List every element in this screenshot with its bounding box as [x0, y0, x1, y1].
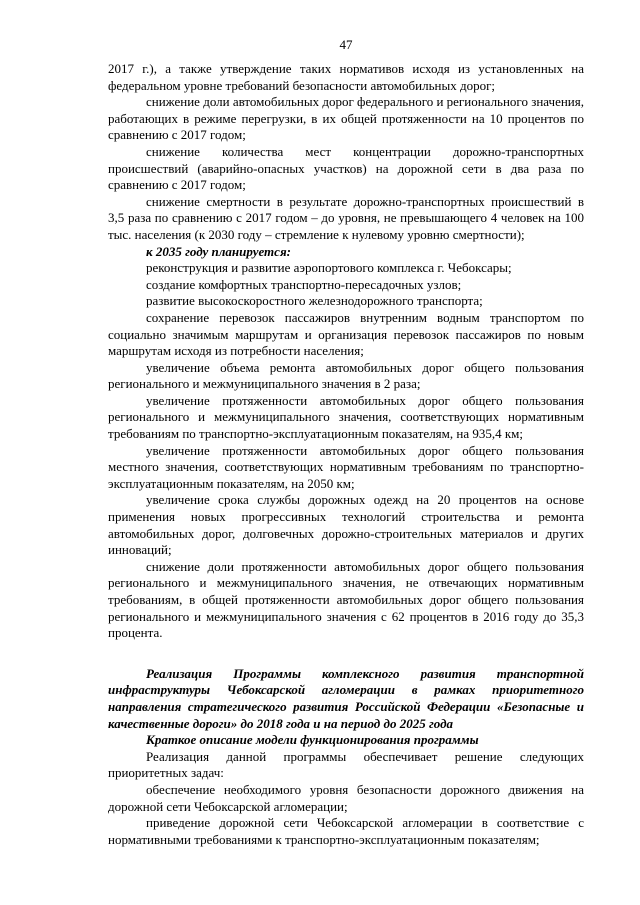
- paragraph: 2017 г.), а также утверждение таких нормативов исходя из установленных на федеральном уровне требований безопасности автомобильных дорог;: [108, 61, 584, 93]
- section-subheading: Краткое описание модели функционирования программы: [146, 732, 479, 748]
- paragraph: увеличение объема ремонта автомобильных дорог общего пользования регионального и межмуниципального значения в 2 раза;: [108, 359, 584, 392]
- section-heading-block: [108, 666, 584, 749]
- document-body: [108, 61, 584, 848]
- paragraph: обеспечение необходимого уровня безопасности дорожного движения на дорожной сети Чебоксарской агломерации;: [108, 781, 584, 814]
- section-heading: Реализация Программы комплексного развития транспортной инфраструктуры Чебоксарской агломерации в рамках приоритетного направления стратегического развития Российской Федерации «Безопасные и качественные дороги» до 2018 года и на период до 2025 года: [108, 665, 584, 731]
- paragraph: приведение дорожной сети Чебоксарской агломерации в соответствие с нормативными требованиями к транспортно-эксплуатационным показателям;: [108, 815, 584, 847]
- page-number: 47: [339, 37, 353, 52]
- paragraph: снижение количества мест концентрации дорожно-транспортных происшествий (аварийно-опасных участков) на дорожной сети в два раза по сравнению с 2017 годом;: [108, 143, 584, 193]
- subheading-2035: к 2035 году планируется:: [146, 243, 291, 259]
- paragraph: снижение доли автомобильных дорог федерального и регионального значения, работающих в режиме перегрузки, в их общей протяженности на 10 процентов по сравнению с 2017 годом;: [108, 94, 584, 143]
- paragraph: увеличение протяженности автомобильных дорог общего пользования регионального и межмуниципального значения, соответствующих нормативным требованиям по транспортно-эксплуатационным показателям, на 935,4 км;: [108, 392, 584, 442]
- paragraph: Реализация данной программы обеспечивает решение следующих приоритетных задач:: [108, 748, 584, 781]
- paragraph: создание комфортных транспортно-пересадочных узлов;: [146, 276, 462, 292]
- paragraph: развитие высокоскоростного железнодорожного транспорта;: [146, 293, 483, 309]
- paragraph: снижение смертности в результате дорожно-транспортных происшествий в 3,5 раза по сравнению с 2017 годом – до уровня, не превышающего 4 человек на 100 тыс. населения (к 2030 году – стремление к нулевому уровню смертности);: [108, 193, 584, 242]
- paragraph: увеличение протяженности автомобильных дорог общего пользования местного значения, соответствующих нормативным требованиям по транспортно-эксплуатационным показателям, на 2050 км;: [108, 442, 584, 491]
- paragraph: увеличение срока службы дорожных одежд на 20 процентов на основе применения новых прогрессивных технологий строительства и ремонта автомобильных дорог, долговечных дорожно-строительных материалов и других инноваций;: [108, 492, 584, 558]
- paragraph: сохранение перевозок пассажиров внутренним водным транспортом по социально значимым маршрутам и организация перевозок пассажиров по новым маршрутам исходя из потребности населения;: [108, 309, 584, 359]
- paragraph: реконструкция и развитие аэропортового комплекса г. Чебоксары;: [146, 260, 512, 276]
- paragraph: снижение доли протяженности автомобильных дорог общего пользования регионального и межмуниципального значения, не отвечающих нормативным требованиям, в общей протяженности автомобильных дорог общего пользования регионального и межмуниципального значения с 62 процентов в 2016 году до 35,3 процента.: [108, 558, 584, 641]
